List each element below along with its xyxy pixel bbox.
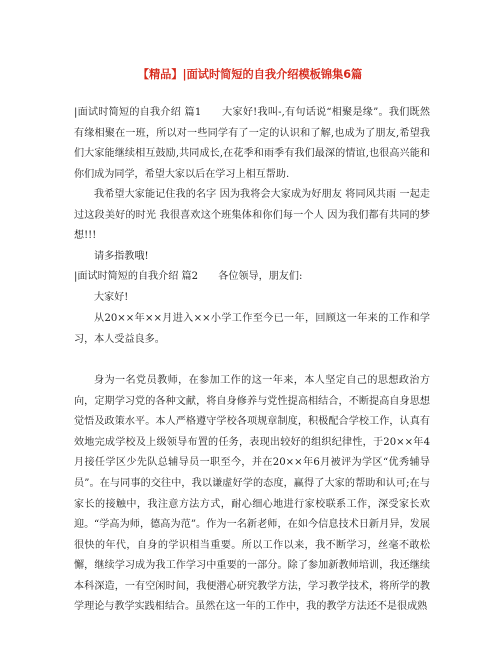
document-title: 【精品】|面试时简短的自我介绍模板锦集6篇 bbox=[137, 68, 363, 81]
paragraph-intro-2: 我希望大家能记住我的名字 因为我将会大家成为好朋友 将同风共雨 一起走过这段美好的时光 我很喜欢这个班集体和你们每一个人 因为我们都有共同的梦想!!! bbox=[74, 189, 430, 242]
paragraph-study: “学高为师，德高为范”。作为一名新老师，在如今信息技术日新月异，发展很快的年代，自身的学识相当重要。所以工作以来，我不断学习，丝毫不敢松懈，继续学习成为我工作学习中重要的一部分。除了参加新教师培训，我还继续本科深造，一有空闲时间，我便潜心研究教学方法，学习教学技术，将所学的教学理论与教学实践相结合。虽然在这一年的工作中，我的教学方法还不是很成熟 bbox=[74, 519, 430, 613]
paragraph-greeting: 大家好! bbox=[94, 292, 129, 303]
paragraph-intro-1: |面试时简短的自我介绍 篇1 大家好!我叫-,有句话说“相聚是缘”。我们既然有缘相聚在一班，所以对一些同学有了一定的认识和了解,也成为了朋友,希望我们大家能继续相互鼓励,共同成长,在花季和雨季有我们最深的情谊,也很高兴能和你们成为同学，希望大家以后在学习上相互帮助. bbox=[74, 107, 430, 180]
paragraph-party-teacher: 身为一名党员教师，在参加工作的这一年来，本人坚定自己的思想政治方向，定期学习党的各种文献，将自身修养与党性提高相结合，不断提高自身思想觉悟及政策水平。本人严格遵守学校各项规章制度，积极配合学校工作，认真有效地完成学校及上级领导布置的任务，表现出较好的组织纪律性，于20××年4月接任学区少先队总辅导员一职至今，并在20××年6月被评为学区“优秀辅导员”。在与同事的交往中，我以谦虚好学的态度，赢得了大家的帮助和认可;在与家长的接触中，我注意方法方式，耐心细心地进行家校联系工作，深受家长欢迎。 bbox=[74, 375, 430, 531]
section-heading-2: |面试时简短的自我介绍 篇2 各位领导，朋友们: bbox=[74, 271, 303, 282]
paragraph-please-advise: 请多指教哦! bbox=[94, 251, 149, 262]
paragraph-year-review: 从20××年××月进入××小学工作至今已一年，回顾这一年来的工作和学习，本人受益良多。 bbox=[74, 313, 430, 345]
